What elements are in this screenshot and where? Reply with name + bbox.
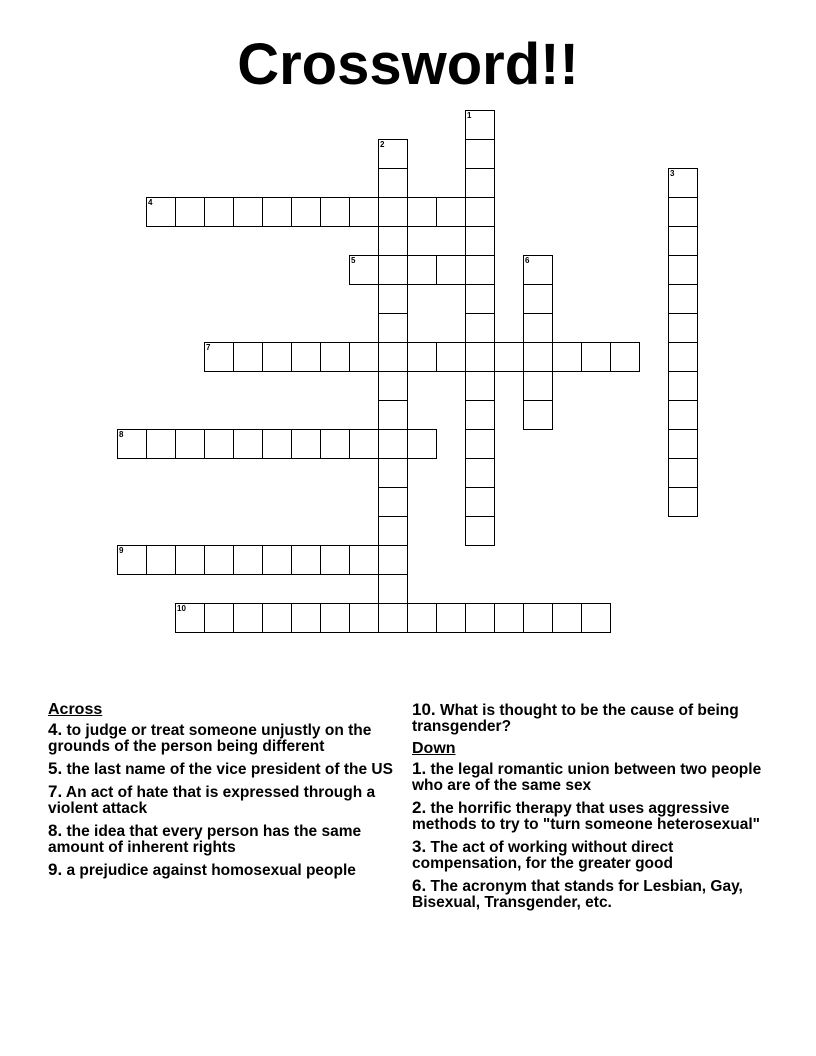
grid-cell[interactable] [552,342,582,372]
grid-cell[interactable] [552,603,582,633]
across-clue [48,722,408,755]
grid-cell[interactable] [349,603,379,633]
across-clue [48,823,408,856]
grid-cell[interactable] [320,603,350,633]
grid-cell[interactable] [581,603,611,633]
grid-cell[interactable] [378,400,408,430]
grid-cell[interactable] [668,313,698,343]
grid-cell[interactable] [233,603,263,633]
grid-cell[interactable] [320,429,350,459]
grid-cell[interactable] [407,255,437,285]
grid-cell[interactable] [146,545,176,575]
grid-cell[interactable] [204,429,234,459]
clue-number: 5. [48,759,63,778]
grid-cell[interactable] [378,197,408,227]
grid-cell[interactable] [175,603,205,633]
grid-cell[interactable] [378,516,408,546]
grid-cell[interactable] [378,574,408,604]
grid-cell[interactable] [117,429,147,459]
grid-cell[interactable] [407,342,437,372]
grid-cell[interactable] [465,342,495,372]
grid-cell[interactable] [349,197,379,227]
grid-cell[interactable] [465,516,495,546]
grid-cell[interactable] [378,284,408,314]
grid-cell[interactable] [378,168,408,198]
grid-cell[interactable] [668,400,698,430]
grid-cell[interactable] [523,400,553,430]
grid-cell[interactable] [407,603,437,633]
grid-cell[interactable] [233,429,263,459]
grid-cell[interactable] [465,110,495,140]
grid-cell[interactable] [204,603,234,633]
down-clue [412,878,772,911]
grid-cell[interactable] [175,197,205,227]
grid-cell[interactable] [465,284,495,314]
grid-cell[interactable] [291,197,321,227]
grid-cell[interactable] [581,342,611,372]
grid-cell[interactable] [523,284,553,314]
grid-cell[interactable] [378,255,408,285]
clue-text: the horrific therapy that uses aggressive methods to try to "turn someone heterosexual" [412,800,761,833]
clue-number: 3. [412,837,427,856]
grid-cell[interactable] [523,255,553,285]
clue-number: 9. [48,860,63,879]
grid-cell[interactable] [378,429,408,459]
grid-cell[interactable] [465,603,495,633]
clue-number: 8. [48,821,63,840]
grid-cell[interactable] [349,342,379,372]
clues-right-column [412,702,772,917]
grid-cell[interactable] [349,545,379,575]
grid-cell[interactable] [378,545,408,575]
grid-cell[interactable] [494,603,524,633]
down-clue [412,761,772,794]
grid-cell[interactable] [262,197,292,227]
clue-text: the legal romantic union between two people who are of the same sex [412,761,762,794]
grid-cell[interactable] [523,603,553,633]
grid-cell[interactable] [175,545,205,575]
clue-number: 2 [380,140,385,149]
clue-number: 10 [177,604,186,613]
grid-cell[interactable] [465,313,495,343]
grid-cell[interactable] [668,168,698,198]
grid-cell[interactable] [146,429,176,459]
grid-cell[interactable] [494,342,524,372]
down-clue [412,800,772,833]
grid-cell[interactable] [465,139,495,169]
clue-number: 7. [48,782,63,801]
grid-cell[interactable] [436,255,466,285]
grid-cell[interactable] [436,603,466,633]
grid-cell[interactable] [204,342,234,372]
grid-cell[interactable] [465,255,495,285]
grid-cell[interactable] [465,226,495,256]
grid-cell[interactable] [465,197,495,227]
grid-cell[interactable] [262,545,292,575]
clue-text: the idea that every person has the same amount of inherent rights [48,823,362,856]
grid-cell[interactable] [378,603,408,633]
grid-cell[interactable] [204,545,234,575]
clue-number: 7 [206,343,211,352]
grid-cell[interactable] [436,342,466,372]
clue-number: 5 [351,256,356,265]
clue-text: a prejudice against homosexual people [62,862,356,879]
grid-cell[interactable] [146,197,176,227]
clue-number: 2. [412,798,427,817]
grid-cell[interactable] [465,371,495,401]
clue-number: 1 [467,111,472,120]
down-heading: Down [412,740,456,757]
grid-cell[interactable] [349,255,379,285]
grid-cell[interactable] [291,545,321,575]
grid-cell[interactable] [378,139,408,169]
across-clue [48,784,408,817]
across-clue [412,702,772,735]
clue-number: 9 [119,546,124,555]
grid-cell[interactable] [465,429,495,459]
grid-cell[interactable] [668,371,698,401]
grid-cell[interactable] [378,371,408,401]
clue-text: to judge or treat someone unjustly on the grounds of the person being different [48,722,372,755]
grid-cell[interactable] [378,458,408,488]
grid-cell[interactable] [320,197,350,227]
grid-cell[interactable] [668,342,698,372]
grid-cell[interactable] [668,284,698,314]
grid-cell[interactable] [233,342,263,372]
grid-cell[interactable] [320,545,350,575]
grid-cell[interactable] [262,342,292,372]
grid-cell[interactable] [668,487,698,517]
grid-cell[interactable] [349,429,379,459]
clue-number: 4. [48,720,63,739]
grid-cell[interactable] [668,226,698,256]
grid-cell[interactable] [291,342,321,372]
grid-cell[interactable] [465,400,495,430]
grid-cell[interactable] [378,487,408,517]
clue-number: 8 [119,430,124,439]
grid-cell[interactable] [436,197,466,227]
grid-cell[interactable] [465,168,495,198]
clue-text: What is thought to be the cause of being transgender? [412,702,739,735]
grid-cell[interactable] [465,458,495,488]
grid-cell[interactable] [378,313,408,343]
grid-cell[interactable] [407,429,437,459]
across-clue [48,761,408,778]
clue-number: 10. [412,700,436,719]
grid-cell[interactable] [320,342,350,372]
grid-cell[interactable] [668,458,698,488]
grid-cell[interactable] [117,545,147,575]
grid-cell[interactable] [204,197,234,227]
grid-cell[interactable] [291,603,321,633]
across-clue [48,862,408,879]
clue-text: the last name of the vice president of the US [62,761,393,778]
down-clue [412,839,772,872]
grid-cell[interactable] [233,197,263,227]
grid-cell[interactable] [668,255,698,285]
clues-left-column [48,702,408,885]
grid-cell[interactable] [233,545,263,575]
clue-number: 6. [412,876,427,895]
grid-cell[interactable] [175,429,205,459]
grid-cell[interactable] [465,487,495,517]
clue-text: The act of working without direct compensation, for the greater good [412,839,674,872]
grid-cell[interactable] [262,429,292,459]
grid-cell[interactable] [523,371,553,401]
grid-cell[interactable] [668,429,698,459]
grid-cell[interactable] [610,342,640,372]
grid-cell[interactable] [378,226,408,256]
clue-number: 6 [525,256,530,265]
grid-cell[interactable] [668,197,698,227]
across-heading: Across [48,701,103,718]
clue-number: 1. [412,759,427,778]
grid-cell[interactable] [523,313,553,343]
grid-cell[interactable] [523,342,553,372]
grid-cell[interactable] [291,429,321,459]
clue-text: The acronym that stands for Lesbian, Gay, Bisexual, Transgender, etc. [412,878,743,911]
clue-text: An act of hate that is expressed through a violent attack [48,784,376,817]
grid-cell[interactable] [262,603,292,633]
grid-cell[interactable] [407,197,437,227]
page-title: Crossword!! [237,32,579,97]
clue-number: 3 [670,169,675,178]
clue-number: 4 [148,198,153,207]
grid-cell[interactable] [378,342,408,372]
